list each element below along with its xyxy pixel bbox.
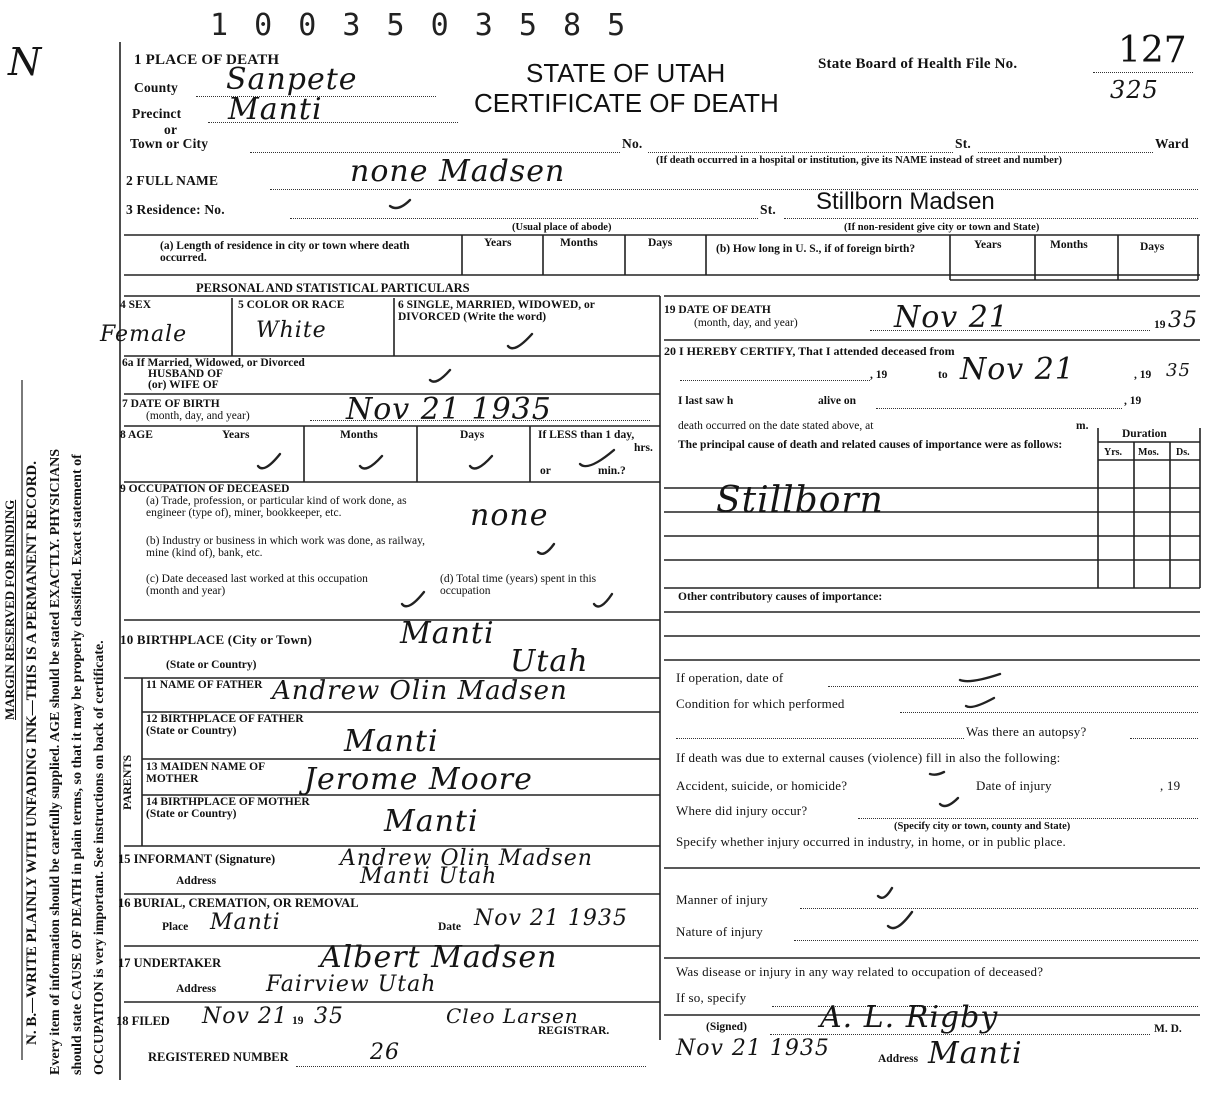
duration-ds: Ds. <box>1176 447 1190 458</box>
nature-label: Nature of injury <box>676 924 763 939</box>
occupation-d: (d) Total time (years) spent in this occupation <box>440 573 597 597</box>
county-value: Sanpete <box>226 62 358 97</box>
physician-address-label: Address <box>878 1053 919 1065</box>
age-label: 8 AGE <box>120 429 153 441</box>
burial-place: Manti <box>210 910 281 935</box>
occupation-a: (a) Trade, profession, or particular kind of work done, as engineer (type of), miner, bookkeeper, etc. <box>146 495 407 519</box>
burial-date: Nov 21 1935 <box>474 906 628 931</box>
town-label: Town or City <box>130 136 209 151</box>
sex-value: Female <box>100 322 188 347</box>
dob-value: Nov 21 1935 <box>346 392 552 427</box>
informant-address: Manti Utah <box>360 864 498 889</box>
certify-label: 20 I HEREBY CERTIFY, That I attended deceased from <box>664 344 955 358</box>
age-months: Months <box>340 429 378 441</box>
operation-label: If operation, date of <box>676 670 784 685</box>
certify-to: to <box>938 369 948 381</box>
certify-19b: , 19 <box>1134 369 1152 381</box>
birthplace-label: 10 BIRTHPLACE (City or Town) <box>120 632 312 647</box>
physician-address: Manti <box>928 1036 1023 1071</box>
condition-label: Condition for which performed <box>676 696 845 711</box>
typed-name: Stillborn Madsen <box>816 188 995 215</box>
alive-on-label: alive on <box>818 395 857 407</box>
last-saw-label: I last saw h <box>678 395 734 407</box>
side-note-line4: OCCUPATION is very important. See instructions on back of certificate. <box>92 640 107 1075</box>
dod-value: Nov 21 <box>894 300 1009 335</box>
md-label: M. D. <box>1154 1023 1182 1035</box>
us-days: Days <box>1140 241 1165 253</box>
color-value: White <box>256 318 327 343</box>
residence-b-label: (b) How long in U. S., if of foreign birth? <box>716 243 916 255</box>
st-label: St. <box>955 136 971 151</box>
file-no-sub: 325 <box>1110 76 1159 104</box>
undertaker-label: 17 UNDERTAKER <box>118 956 222 970</box>
mother-bp-label: 14 BIRTHPLACE OF MOTHER (State or Country) <box>146 796 310 820</box>
filed-label: 18 FILED <box>116 1014 170 1028</box>
residence-a-label: (a) Length of residence in city or town where death occurred. <box>160 240 410 264</box>
margin-mark: N <box>8 40 43 84</box>
manner-label: Manner of injury <box>676 892 769 907</box>
or-label: or <box>164 122 178 137</box>
age-hrs: hrs. <box>634 442 653 454</box>
birthplace-city: Manti <box>400 616 495 651</box>
occupation-b: (b) Industry or business in which work was done, as railway, mine (kind of), bank, etc. <box>146 535 426 559</box>
occupation-heading: 9 OCCUPATION OF DECEASED <box>120 483 290 495</box>
duration-label: Duration <box>1122 428 1167 440</box>
full-name-label: 2 FULL NAME <box>126 173 219 188</box>
birthplace-state: Utah <box>510 644 589 679</box>
dob-label: 7 DATE OF BIRTH <box>122 398 220 410</box>
signed-label: (Signed) <box>706 1021 747 1033</box>
specify-industry-label: Specify whether injury occurred in industry, in home, or in public place. <box>676 834 1066 849</box>
no-label: No. <box>622 136 643 151</box>
residence-years: Years <box>484 237 512 249</box>
date-injury-label: Date of injury <box>976 778 1052 793</box>
mother-label: 13 MAIDEN NAME OF MOTHER <box>146 761 265 785</box>
registrar-label: REGISTRAR. <box>538 1025 610 1037</box>
filed-value: Nov 21 <box>202 1004 288 1029</box>
spouse-label-a: 6a If Married, Widowed, or Divorced <box>122 357 305 369</box>
informant-address-label: Address <box>176 875 217 887</box>
precinct-value: Manti <box>228 92 323 127</box>
occupation-c: (c) Date deceased last worked at this occupation (month and year) <box>146 573 368 597</box>
age-min: min.? <box>598 465 626 477</box>
side-note-line2: Every item of information should be carefully supplied. AGE should be stated EXACTLY. PHYSICIANS <box>48 448 63 1075</box>
dod-year-prefix: 19 <box>1154 319 1166 331</box>
certificate-title-2: CERTIFICATE OF DEATH <box>474 88 779 118</box>
where-injury-label: Where did injury occur? <box>676 803 808 818</box>
place-heading: 1 PLACE OF DEATH <box>134 52 280 68</box>
residence-days: Days <box>648 237 673 249</box>
duration-mos: Mos. <box>1138 447 1159 458</box>
registrar-value: Cleo Larsen <box>446 1004 579 1028</box>
nonresident-note: (If non-resident give city or town and State) <box>844 222 1040 233</box>
certify-year: 35 <box>1166 360 1191 381</box>
signed-date: Nov 21 1935 <box>676 1036 830 1061</box>
father-value: Andrew Olin Madsen <box>272 676 568 706</box>
file-no-label: State Board of Health File No. <box>818 56 1018 72</box>
spouse-label-b: HUSBAND OF <box>148 368 224 380</box>
father-label: 11 NAME OF FATHER <box>146 679 263 691</box>
burial-date-label: Date <box>438 921 461 933</box>
external-causes-label: If death was due to external causes (violence) fill in also the following: <box>676 750 1061 765</box>
m-label: m. <box>1076 420 1089 432</box>
county-label: County <box>134 80 178 95</box>
serial-number: 1 0 0 3 5 0 3 5 8 5 <box>210 8 630 43</box>
regnum-label: REGISTERED NUMBER <box>148 1050 289 1064</box>
father-bp-value: Manti <box>344 724 439 759</box>
regnum-value: 26 <box>370 1040 400 1065</box>
side-note-line1: N. B.—WRITE PLAINLY WITH UNFADING INK—THIS IS A PERMANENT RECORD. <box>24 461 40 1045</box>
us-years: Years <box>974 239 1002 251</box>
father-bp-label: 12 BIRTHPLACE OF FATHER (State or Country) <box>146 713 304 737</box>
sex-label: 4 SEX <box>120 299 151 311</box>
undertaker-value: Albert Madsen <box>320 940 558 975</box>
marital-label: 6 SINGLE, MARRIED, WIDOWED, or DIVORCED (Write the word) <box>398 299 595 323</box>
birthplace-state-label: (State or Country) <box>166 659 257 671</box>
spouse-label-c: (or) WIFE OF <box>148 379 219 391</box>
undertaker-address: Fairview Utah <box>266 972 437 997</box>
burial-place-label: Place <box>162 921 189 933</box>
injury-19: , 19 <box>1160 778 1181 793</box>
occupation-related-label: Was disease or injury in any way related to occupation of deceased? <box>676 964 1044 979</box>
mother-bp-value: Manti <box>384 804 479 839</box>
full-name-value: none Madsen <box>350 154 566 189</box>
informant-label: 15 INFORMANT (Signature) <box>118 852 276 866</box>
dod-sub: (month, day, and year) <box>694 317 798 329</box>
autopsy-label: Was there an autopsy? <box>966 724 1087 739</box>
dod-label: 19 DATE OF DEATH <box>664 304 771 316</box>
age-years: Years <box>222 429 250 441</box>
residence-label: 3 Residence: No. <box>126 202 225 217</box>
certify-19a: , 19 <box>870 369 888 381</box>
certificate-title-1: STATE OF UTAH <box>526 58 726 88</box>
file-no: 127 <box>1118 30 1187 71</box>
residence-st-label: St. <box>760 202 776 217</box>
if-so-label: If so, specify <box>676 990 747 1005</box>
usual-abode-note: (Usual place of abode) <box>512 222 612 233</box>
duration-yrs: Yrs. <box>1104 447 1123 458</box>
undertaker-address-label: Address <box>176 983 217 995</box>
color-label: 5 COLOR OR RACE <box>238 299 345 311</box>
hospital-note: (If death occurred in a hospital or institution, give its NAME instead of street and number) <box>656 155 1063 166</box>
mother-value: Jerome Moore <box>304 762 533 797</box>
accident-label: Accident, suicide, or homicide? <box>676 778 848 793</box>
age-or: or <box>540 465 551 477</box>
us-months: Months <box>1050 239 1088 251</box>
residence-months: Months <box>560 237 598 249</box>
side-note-line3: should state CAUSE OF DEATH in plain terms, so that it may be properly classified. Exact statement of <box>70 454 85 1075</box>
age-days: Days <box>460 429 485 441</box>
parents-label: PARENTS <box>120 754 134 810</box>
certify-to-value: Nov 21 <box>960 352 1075 387</box>
dob-sub: (month, day, and year) <box>146 410 250 422</box>
informant-value: Andrew Olin Madsen <box>340 846 593 871</box>
filed-year: 35 <box>314 1004 344 1029</box>
death-occurred-label: death occurred on the date stated above, at <box>678 420 874 432</box>
dod-year: 35 <box>1168 308 1198 333</box>
ward-label: Ward <box>1155 136 1189 151</box>
personal-heading: PERSONAL AND STATISTICAL PARTICULARS <box>196 281 470 295</box>
principal-label: The principal cause of death and related causes of importance were as follows: <box>678 439 1063 451</box>
alive-19: , 19 <box>1124 395 1142 407</box>
occupation-a-value: none <box>470 498 549 533</box>
burial-label: 16 BURIAL, CREMATION, OR REMOVAL <box>118 896 359 910</box>
age-less: If LESS than 1 day, <box>538 429 635 441</box>
specify-note: (Specify city or town, county and State) <box>894 821 1071 832</box>
binding-note: MARGIN RESERVED FOR BINDING <box>2 499 17 720</box>
other-causes-label: Other contributory causes of importance: <box>678 591 883 603</box>
precinct-label: Precinct <box>132 106 182 121</box>
physician-signature: A. L. Rigby <box>820 1000 999 1035</box>
filed-year-prefix: 19 <box>292 1015 304 1027</box>
cause-value: Stillborn <box>716 480 884 521</box>
